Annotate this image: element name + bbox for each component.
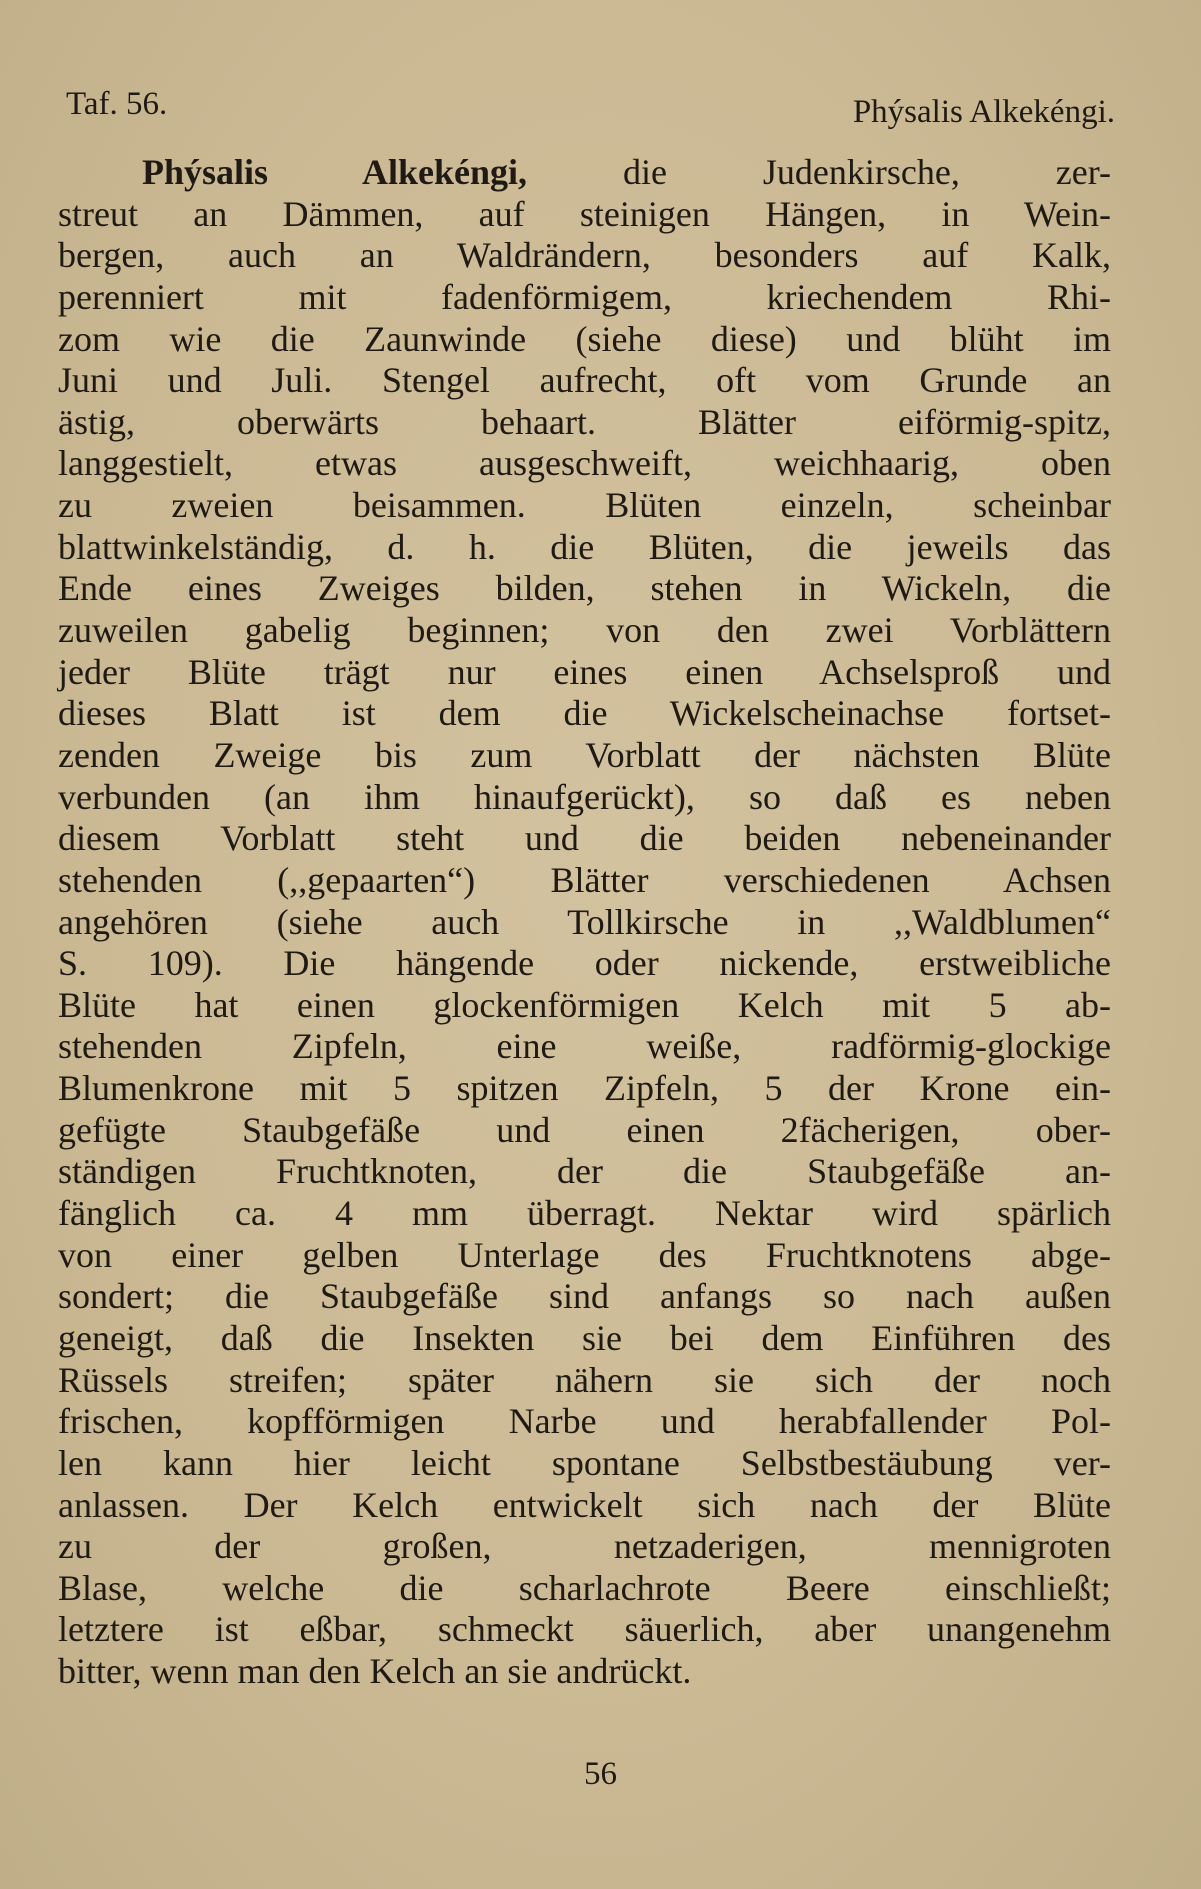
text-line: sondert; die Staubgefäße sind anfangs so nach außen: [58, 1276, 1111, 1317]
text-line: ästig, oberwärts behaart. Blätter eiförmig-spitz,: [58, 401, 1111, 442]
text-line: perenniert mit fadenförmigem, kriechendem Rhi-: [58, 276, 1111, 317]
text-line: Blüte hat einen glockenförmigen Kelch mit 5 ab-: [58, 984, 1111, 1025]
text-line: gefügte Staubgefäße und einen 2fächerigen, ober-: [58, 1109, 1111, 1150]
text-line: zu der großen, netzaderigen, mennigroten: [58, 1526, 1111, 1567]
species-heading: Phýsalis Alkekéngi.: [852, 94, 1115, 130]
text-line: Blase, welche die scharlachrote Beere einschließt;: [58, 1567, 1111, 1608]
text-line: Juni und Juli. Stengel aufrecht, oft vom Grunde an: [58, 360, 1111, 401]
text-line: geneigt, daß die Insekten sie bei dem Einführen des: [58, 1317, 1111, 1358]
text-line: zenden Zweige bis zum Vorblatt der nächsten Blüte: [58, 734, 1111, 775]
text-line: streut an Dämmen, auf steinigen Hängen, in Wein-: [58, 193, 1111, 234]
text-line: frischen, kopfförmigen Narbe und herabfallender Pol-: [58, 1401, 1111, 1442]
text-line: zuweilen gabelig beginnen; von den zwei Vorblättern: [58, 610, 1111, 651]
text-line: len kann hier leicht spontane Selbstbestäubung ver-: [58, 1442, 1111, 1483]
text-line: Rüssels streifen; später nähern sie sich der noch: [58, 1359, 1111, 1400]
text-line: bergen, auch an Waldrändern, besonders auf Kalk,: [58, 235, 1111, 276]
text-fragment: die Judenkirsche, zer-: [527, 152, 1112, 192]
text-line: blattwinkelständig, d. h. die Blüten, die jeweils das: [58, 526, 1111, 567]
text-line: von einer gelben Unterlage des Fruchtknotens abge-: [58, 1234, 1111, 1275]
text-line: stehenden (,,gepaarten“) Blätter verschiedenen Achsen: [58, 859, 1111, 900]
text-line: dieses Blatt ist dem die Wickelscheinachse fortset-: [58, 693, 1111, 734]
page-number: 56: [584, 1756, 617, 1792]
text-line: Ende eines Zweiges bilden, stehen in Wickeln, die: [58, 568, 1111, 609]
text-line: diesem Vorblatt steht und die beiden nebeneinander: [58, 818, 1111, 859]
text-line: fänglich ca. 4 mm überragt. Nektar wird spärlich: [58, 1193, 1111, 1234]
text-line: stehenden Zipfeln, eine weiße, radförmig-glockige: [58, 1026, 1111, 1067]
text-line: zu zweien beisammen. Blüten einzeln, scheinbar: [58, 485, 1111, 526]
species-lemma: Phýsalis Alkekéngi,: [142, 152, 528, 192]
text-line: zom wie die Zaunwinde (siehe diese) und blüht im: [58, 318, 1111, 359]
text-line: [58, 152, 1111, 194]
text-line: letztere ist eßbar, schmeckt säuerlich, aber unangenehm: [58, 1609, 1111, 1650]
text-line: langgestielt, etwas ausgeschweift, weichhaarig, oben: [58, 443, 1111, 484]
body-text: [58, 152, 1111, 1693]
text-line: bitter, wenn man den Kelch an sie andrückt.: [58, 1651, 692, 1692]
text-line: S. 109). Die hängende oder nickende, erstweibliche: [58, 943, 1111, 984]
text-line: verbunden (an ihm hinaufgerückt), so daß es neben: [58, 776, 1111, 817]
text-line: ständigen Fruchtknoten, der die Staubgefäße an-: [58, 1151, 1111, 1192]
running-head: [66, 86, 1115, 130]
text-line: angehören (siehe auch Tollkirsche in ,,Waldblumen“: [58, 901, 1111, 942]
text-line: jeder Blüte trägt nur eines einen Achselsproß und: [58, 651, 1111, 692]
text-line: Blumenkrone mit 5 spitzen Zipfeln, 5 der Krone ein-: [58, 1068, 1111, 1109]
text-line: anlassen. Der Kelch entwickelt sich nach der Blüte: [58, 1484, 1111, 1525]
plate-number: Taf. 56.: [66, 86, 168, 122]
